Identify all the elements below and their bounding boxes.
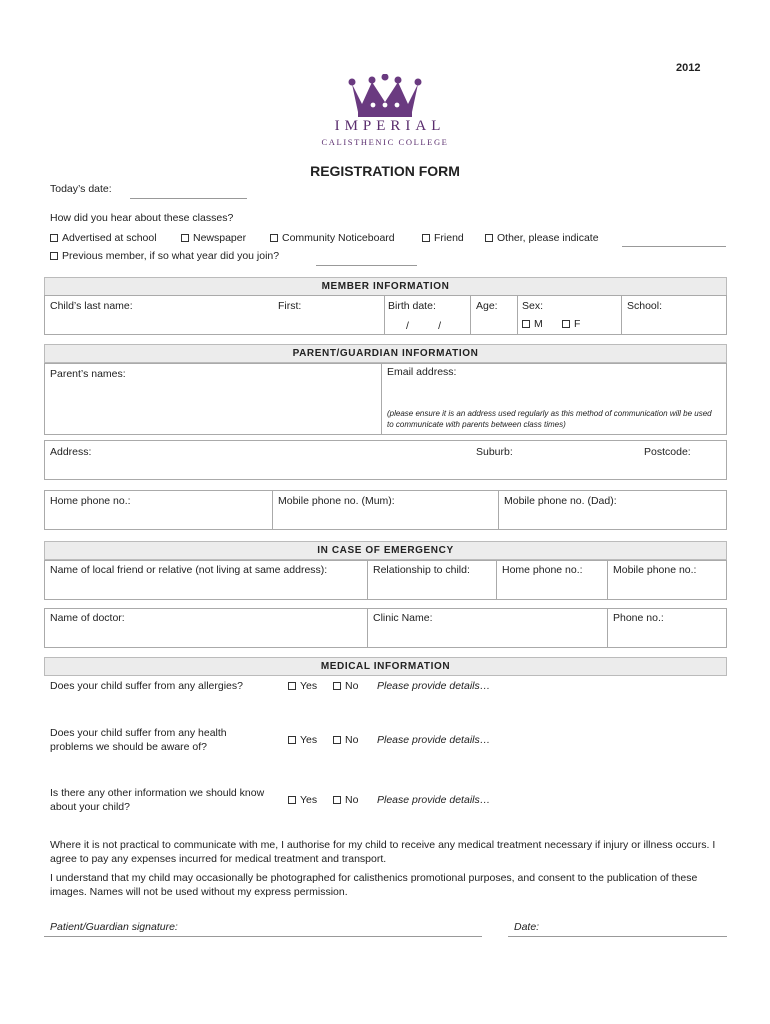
health-yes[interactable]: Yes	[288, 734, 317, 746]
hear-option-other[interactable]: Other, please indicate	[485, 232, 599, 244]
emergency-mobile-phone-field[interactable]: Mobile phone no.:	[613, 564, 697, 576]
address-field[interactable]: Address:	[50, 446, 92, 458]
address-box	[44, 440, 727, 480]
checkbox-icon	[562, 320, 570, 328]
previous-member-option[interactable]: Previous member, if so what year did you join?	[50, 250, 279, 262]
divider	[607, 608, 608, 648]
mobile-mum-field[interactable]: Mobile phone no. (Mum):	[278, 495, 395, 507]
child-first-name-field[interactable]: First:	[278, 300, 302, 312]
postcode-field[interactable]: Postcode:	[644, 446, 691, 458]
hear-question: How did you hear about these classes?	[50, 212, 234, 224]
hear-option-noticeboard[interactable]: Community Noticeboard	[270, 232, 395, 244]
divider	[498, 490, 499, 530]
health-details-field[interactable]: Please provide details…	[377, 734, 491, 746]
medical-header: MEDICAL INFORMATION	[44, 657, 727, 676]
checkbox-icon	[522, 320, 530, 328]
other-info-no[interactable]: No	[333, 794, 358, 806]
signature-date-label: Date:	[514, 921, 540, 933]
hear-option-school[interactable]: Advertised at school	[50, 232, 157, 244]
allergies-details-field[interactable]: Please provide details…	[377, 680, 491, 692]
emergency-home-phone-field[interactable]: Home phone no.:	[502, 564, 583, 576]
divider	[517, 295, 518, 335]
allergies-no[interactable]: No	[333, 680, 358, 692]
consent-photo-text: I understand that my child may occasionally be photographed for calisthenics promotional purposes, and consent to the publication of these images. Names will not be used without my express permission.	[50, 872, 698, 898]
emergency-header: IN CASE OF EMERGENCY	[44, 541, 727, 560]
signature-date-field[interactable]	[508, 936, 727, 937]
checkbox-icon	[333, 796, 341, 804]
hear-option-friend[interactable]: Friend	[422, 232, 464, 244]
sex-label: Sex:	[522, 300, 544, 312]
signature-field[interactable]	[44, 936, 482, 937]
checkbox-icon	[50, 252, 58, 260]
divider	[470, 295, 471, 335]
health-no[interactable]: No	[333, 734, 358, 746]
todays-date-field[interactable]	[130, 198, 247, 199]
doctor-phone-field[interactable]: Phone no.:	[613, 612, 664, 624]
member-info-box	[44, 295, 727, 335]
divider	[496, 560, 497, 600]
age-field[interactable]: Age:	[476, 300, 498, 312]
hear-option-newspaper[interactable]: Newspaper	[181, 232, 246, 244]
email-note: (please ensure it is an address used regularly as this method of communication will be used to communicate with parents between class times)	[387, 409, 712, 429]
birth-date-field[interactable]: / /	[406, 320, 442, 332]
other-info-details-field[interactable]: Please provide details…	[377, 794, 491, 806]
divider	[367, 560, 368, 600]
suburb-field[interactable]: Suburb:	[476, 446, 513, 458]
allergies-yes[interactable]: Yes	[288, 680, 317, 692]
checkbox-icon	[333, 736, 341, 744]
previous-member-year-field[interactable]	[316, 265, 417, 266]
sex-option-f[interactable]: F	[562, 318, 580, 330]
email-field[interactable]: Email address:	[387, 366, 457, 378]
divider	[272, 490, 273, 530]
medical-question-other: Is there any other information we should know about your child?	[50, 787, 265, 813]
home-phone-field[interactable]: Home phone no.:	[50, 495, 131, 507]
emergency-relationship-field[interactable]: Relationship to child:	[373, 564, 470, 576]
divider	[367, 608, 368, 648]
checkbox-icon	[485, 234, 493, 242]
sex-option-m[interactable]: M	[522, 318, 543, 330]
checkbox-icon	[288, 736, 296, 744]
todays-date-label: Today’s date:	[50, 183, 112, 195]
other-indicate-field[interactable]	[622, 246, 726, 247]
member-info-header: MEMBER INFORMATION	[44, 277, 727, 296]
checkbox-icon	[270, 234, 278, 242]
child-last-name-field[interactable]: Child’s last name:	[50, 300, 133, 312]
divider	[384, 295, 385, 335]
checkbox-icon	[50, 234, 58, 242]
checkbox-icon	[181, 234, 189, 242]
brand-subtitle: CALISTHENIC COLLEGE	[321, 137, 449, 147]
other-info-yes[interactable]: Yes	[288, 794, 317, 806]
doctor-field[interactable]: Name of doctor:	[50, 612, 125, 624]
parent-names-field[interactable]: Parent’s names:	[50, 368, 126, 380]
signature-label: Patient/Guardian signature:	[50, 921, 178, 933]
medical-question-allergies: Does your child suffer from any allergies?	[50, 680, 243, 692]
clinic-field[interactable]: Clinic Name:	[373, 612, 433, 624]
checkbox-icon	[288, 682, 296, 690]
checkbox-icon	[422, 234, 430, 242]
parent-info-header: PARENT/GUARDIAN INFORMATION	[44, 344, 727, 363]
checkbox-icon	[288, 796, 296, 804]
emergency-friend-field[interactable]: Name of local friend or relative (not living at same address):	[50, 564, 328, 576]
medical-question-health: Does your child suffer from any health problems we should be aware of?	[50, 727, 227, 753]
divider	[621, 295, 622, 335]
consent-medical-text: Where it is not practical to communicate with me, I authorise for my child to receive any medical treatment necessary if injury or illness occurs. I agree to pay any expenses incurred for medical treatment and transport.	[50, 839, 716, 865]
form-year: 2012	[676, 62, 701, 74]
birth-date-label: Birth date:	[388, 300, 436, 312]
crown-icon	[348, 74, 422, 118]
mobile-dad-field[interactable]: Mobile phone no. (Dad):	[504, 495, 617, 507]
school-field[interactable]: School:	[627, 300, 663, 312]
page-title: REGISTRATION FORM	[310, 163, 460, 179]
divider	[607, 560, 608, 600]
divider	[381, 363, 382, 435]
checkbox-icon	[333, 682, 341, 690]
brand-name: IMPERIAL	[334, 118, 446, 134]
